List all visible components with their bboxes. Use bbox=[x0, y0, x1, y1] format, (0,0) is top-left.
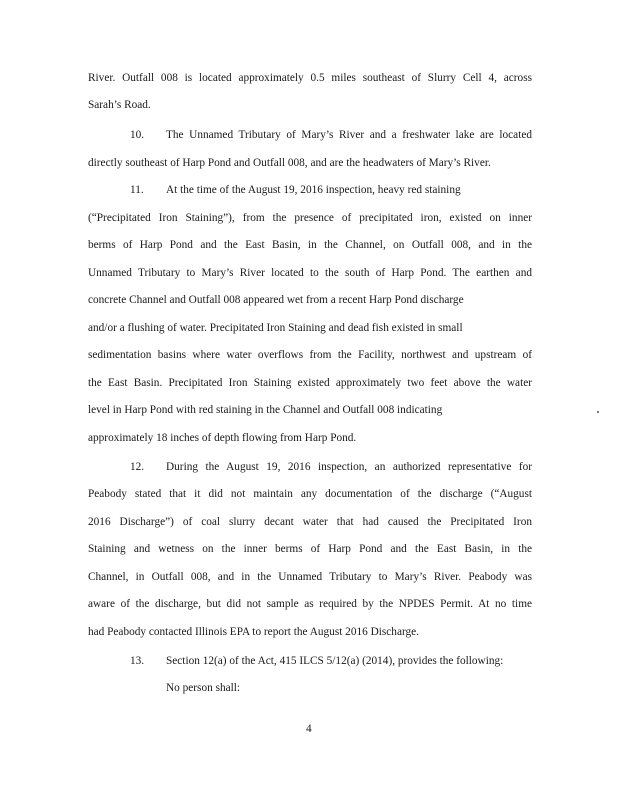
paragraph-11-line: berms of Harp Pond and the East Basin, in the Channel, on Outfall 008, and in the bbox=[88, 239, 532, 251]
paragraph-11-line: Unnamed Tributary to Mary’s River located to the south of Harp Pond. The earthen and bbox=[88, 267, 532, 279]
paragraph-11-line: approximately 18 inches of depth flowing from Harp Pond. bbox=[88, 432, 357, 444]
paragraph-12-first-line: During the August 19, 2016 inspection, an authorized representative for bbox=[166, 461, 532, 473]
paragraph-11-line: sedimentation basins where water overflows from the Facility, northwest and upstream of bbox=[88, 349, 532, 361]
paragraph-12-line: had Peabody contacted Illinois EPA to report the August 2016 Discharge. bbox=[88, 626, 420, 638]
paragraph-13-indented-line: No person shall: bbox=[166, 682, 241, 694]
paragraph-12-line: Channel, in Outfall 008, and in the Unnamed Tributary to Mary’s River. Peabody was bbox=[88, 571, 532, 583]
paragraph-12-line: 2016 Discharge”) of coal slurry decant water that had caused the Precipitated Iron bbox=[88, 516, 532, 528]
paragraph-11-line: and/or a flushing of water. Precipitated Iron Staining and dead fish existed in small bbox=[88, 322, 463, 334]
continuation-line-2: Sarah’s Road. bbox=[88, 99, 151, 111]
paragraph-12-line: aware of the discharge, but did not sample as required by the NPDES Permit. At no time bbox=[88, 598, 532, 610]
paragraph-13-first-line: Section 12(a) of the Act, 415 ILCS 5/12(a) (2014), provides the following: bbox=[166, 655, 504, 667]
paragraph-12-number: 12. bbox=[130, 461, 145, 473]
page-number: 4 bbox=[306, 723, 312, 735]
scan-speck bbox=[597, 411, 599, 413]
paragraph-11-number: 11. bbox=[130, 184, 144, 196]
paragraph-11-first-line: At the time of the August 19, 2016 inspection, heavy red staining bbox=[166, 184, 461, 196]
paragraph-11-line: the East Basin. Precipitated Iron Staining existed approximately two feet above the water bbox=[88, 377, 532, 389]
paragraph-12-line: Staining and wetness on the inner berms of Harp Pond and the East Basin, in the bbox=[88, 543, 532, 555]
paragraph-10-line: directly southeast of Harp Pond and Outfall 008, and are the headwaters of Mary’s River. bbox=[88, 157, 491, 169]
paragraph-13-number: 13. bbox=[130, 655, 145, 667]
paragraph-11-line: level in Harp Pond with red staining in the Channel and Outfall 008 indicating bbox=[88, 404, 443, 416]
paragraph-11-line: (“Precipitated Iron Staining”), from the presence of precipitated iron, existed on inner bbox=[88, 212, 532, 224]
paragraph-12-line: Peabody stated that it did not maintain any documentation of the discharge (“August bbox=[88, 488, 532, 500]
paragraph-10-first-line: The Unnamed Tributary of Mary’s River and a freshwater lake are located bbox=[166, 129, 532, 141]
paragraph-10-number: 10. bbox=[130, 129, 145, 141]
continuation-line-1: River. Outfall 008 is located approximately 0.5 miles southeast of Slurry Cell 4, across bbox=[88, 72, 532, 84]
paragraph-11-line: concrete Channel and Outfall 008 appeared wet from a recent Harp Pond discharge bbox=[88, 294, 464, 306]
